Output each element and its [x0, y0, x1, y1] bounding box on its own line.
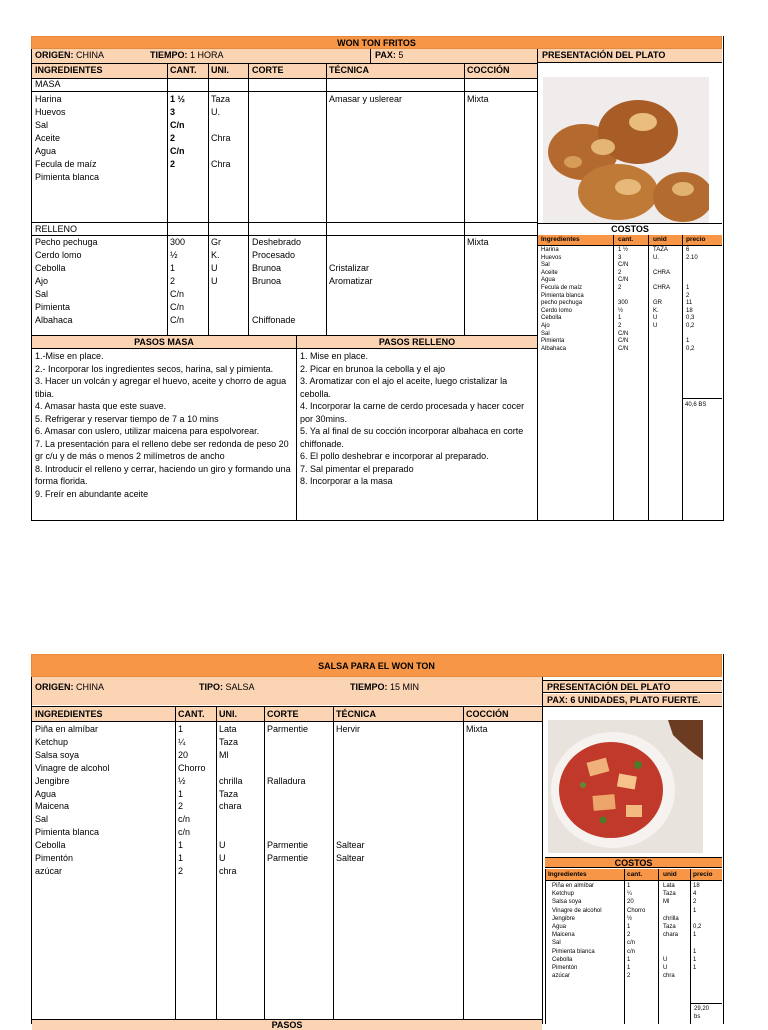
cell-salsa-body-10-2: U: [219, 853, 226, 863]
cell-costos1-body-1-0: Huevos: [541, 254, 562, 261]
cell-costos1-body-7-3: 11: [686, 300, 693, 307]
cell-salsa-body-0-0: Piña en almíbar: [35, 724, 99, 734]
cell-costos2-body-8-3: 1: [693, 948, 697, 955]
masa-label: MASA: [35, 79, 61, 89]
cell-masa-body-0-1: 1 ½: [170, 94, 186, 104]
costos-header-cant: cant.: [618, 236, 634, 243]
cell-costos1-body-12-3: 1: [686, 338, 690, 345]
cell-masa-body-1-1: 3: [170, 107, 176, 117]
origen-label-salsa: ORIGEN:: [35, 682, 74, 692]
cell-costos2-body-7-1: c/n: [627, 940, 636, 947]
cell-salsa-body-6-0: Maicena: [35, 801, 70, 812]
cell-costos1-body-8-1: ½: [618, 307, 624, 314]
tiempo-label-salsa: TIEMPO:: [350, 682, 388, 692]
cell-salsa-body-7-1: c/n: [178, 814, 191, 825]
cell-salsa-body-4-3: Ralladura: [267, 775, 306, 786]
cell-salsa-body-3-0: Vinagre de alcohol: [35, 762, 110, 773]
cell-costos1-body-9-2: U: [653, 315, 658, 322]
cell-costos2-body-2-3: 2: [693, 899, 697, 906]
cell-relleno-body-1-2: K.: [211, 250, 220, 260]
cell-costos2-body-0-3: 18: [693, 883, 700, 889]
cell-costos2-body-9-1: 1: [627, 956, 631, 963]
cell-costos2-body-9-2: U: [663, 956, 668, 963]
cell-masa-body-0-0: Harina: [35, 94, 62, 104]
header-coccion-salsa: COCCIÓN: [466, 709, 509, 719]
cell-costos1-body-4-1: C/N: [618, 277, 629, 284]
pax-value: 5: [398, 50, 404, 60]
salsa-bowl-image: [548, 720, 703, 853]
cell-costos2-body-8-1: c/n: [627, 948, 636, 955]
dish-photo-wonton: [543, 77, 709, 223]
header-tecnica: TÉCNICA: [329, 65, 369, 75]
cell-costos2-body-5-2: Taza: [663, 924, 676, 930]
cell-costos1-body-8-0: Cerdo lomo: [541, 307, 573, 314]
cell-costos2-body-3-1: Chorro: [627, 907, 646, 914]
ingredients-header: [32, 64, 537, 79]
recipe-title: WON TON FRITOS: [31, 36, 722, 49]
cell-masa-body-5-2: Chra: [211, 159, 231, 169]
cell-salsa-body-5-2: Taza: [219, 788, 239, 799]
recipe-title-salsa: SALSA PARA EL WON TON: [31, 654, 722, 677]
cell-costos1-body-1-2: U.: [653, 254, 659, 261]
cell-costos2-body-10-1: 1: [627, 965, 631, 971]
cell-salsa-body-1-1: ¼: [178, 736, 186, 747]
cell-costos1-body-8-3: 18: [686, 307, 693, 314]
cell-costos2-body-6-3: 1: [693, 932, 697, 939]
cell-costos2-body-10-3: 1: [693, 965, 697, 971]
cell-relleno-body-2-2: U: [211, 263, 218, 273]
cell-salsa-body-9-4: Saltear: [336, 840, 365, 851]
cell-relleno-body-0-0: Pecho pechuga: [35, 237, 98, 247]
pasos-masa-list: [35, 350, 293, 500]
cell-costos1-body-10-1: 2: [618, 323, 622, 329]
step-item: 6. Amasar con uslero, utilizar maicena para espolvorear.: [35, 426, 260, 436]
cell-salsa-body-6-1: 2: [178, 801, 184, 812]
cell-costos2-body-3-0: Vinagre de alcohol: [552, 907, 602, 914]
cell-masa-body-5-1: 2: [170, 159, 176, 169]
cell-salsa-body-3-1: Chorro: [178, 762, 206, 773]
costos-total: 40,6 BS: [685, 402, 707, 408]
cell-costos2-body-7-0: Sal: [552, 940, 561, 947]
cell-masa-body-0-2: Taza: [211, 94, 231, 104]
cell-costos2-body-1-2: Taza: [663, 891, 676, 898]
tiempo-label: TIEMPO:: [150, 50, 188, 60]
cell-salsa-body-1-0: Ketchup: [35, 736, 69, 747]
cell-salsa-body-9-0: Cebolla: [35, 840, 66, 851]
cell-salsa-body-0-3: Parmentie: [267, 724, 309, 734]
step-item: 2. Picar en brunoa la cebolla y el ajo: [300, 363, 446, 374]
cell-costos1-body-1-1: 3: [618, 254, 622, 261]
cell-salsa-body-10-0: Pimentón: [35, 853, 74, 863]
cell-costos1-body-2-0: Sal: [541, 262, 550, 269]
cell-relleno-body-0-2: Gr: [211, 237, 221, 247]
cell-salsa-body-0-1: 1: [178, 724, 184, 734]
cell-relleno-body-3-1: 2: [170, 276, 176, 286]
cell-relleno-body-3-3: Brunoa: [252, 276, 282, 286]
cell-masa-body-3-2: Chra: [211, 133, 231, 143]
cell-masa-body-4-1: C/n: [170, 146, 185, 156]
cell-costos1-body-7-2: GR: [653, 300, 662, 307]
step-item: 9. Freír en abundante aceite: [35, 488, 149, 499]
cell-salsa-body-4-2: chrilla: [219, 775, 243, 786]
pasos-relleno-title: PASOS RELLENO: [297, 336, 537, 349]
header-tecnica-salsa: TÉCNICA: [336, 709, 376, 719]
cell-costos1-body-9-3: 0,3: [686, 315, 695, 322]
cell-salsa-body-2-1: 20: [178, 749, 189, 760]
cell-salsa-body-5-1: 1: [178, 788, 184, 799]
cell-relleno-body-6-3: Chiffonade: [252, 315, 296, 325]
cell-relleno-body-0-3: Deshebrado: [252, 237, 302, 247]
cell-costos2-body-1-1: ¼: [627, 891, 633, 898]
cell-masa-body-0-4: Amasar y uslerear: [329, 94, 403, 104]
cell-salsa-body-0-5: Mixta: [466, 724, 488, 734]
cell-costos1-body-8-2: K.: [653, 307, 659, 314]
cell-costos2-body-1-3: 4: [693, 891, 697, 898]
costos-header-salsa: [545, 869, 722, 881]
pasos-title-salsa: PASOS: [32, 1019, 542, 1030]
cell-costos2-body-11-2: chra: [663, 973, 675, 980]
cell-salsa-body-9-3: Parmentie: [267, 840, 309, 851]
pasos-masa-title: PASOS MASA: [32, 336, 296, 349]
step-item: 5. Refrigerar y reservar tiempo de 7 a 10 mins: [35, 413, 219, 424]
costos-header-ingredientes: Ingredientes: [541, 236, 580, 243]
header-cant-salsa: CANT.: [178, 709, 205, 719]
step-item: 1. Mise en place.: [300, 351, 369, 361]
salsa-table: [32, 723, 542, 883]
cell-salsa-body-7-0: Sal: [35, 814, 49, 825]
cell-costos2-body-6-1: 2: [627, 932, 631, 939]
cell-costos1-body-13-1: C/N: [618, 345, 629, 352]
cell-costos1-body-2-1: C/N: [618, 262, 629, 269]
step-item: 4. Incorporar la carne de cerdo procesada y hacer cocer por 30mins.: [300, 401, 525, 424]
cell-costos2-body-4-2: chrilla: [663, 915, 679, 922]
cell-costos1-body-7-0: pecho pechuga: [541, 300, 583, 307]
cell-costos2-body-0-2: Lata: [663, 883, 675, 889]
header-uni-salsa: UNI.: [219, 709, 237, 719]
cell-relleno-body-1-1: ½: [170, 250, 178, 260]
ingredients-header-salsa: [32, 707, 542, 722]
costos-table: [538, 247, 722, 377]
pasos-relleno-list: [300, 350, 534, 488]
costos-header-precio-salsa: precio: [693, 871, 713, 878]
costos-header-unid-salsa: unid: [663, 871, 677, 878]
tipo-value: SALSA: [225, 682, 255, 692]
cell-costos2-body-9-3: 1: [693, 956, 697, 963]
cell-costos2-body-11-1: 2: [627, 973, 631, 980]
cell-costos1-body-10-2: U: [653, 323, 658, 329]
cell-costos1-body-12-1: C/N: [618, 338, 629, 345]
cell-masa-body-2-1: C/n: [170, 120, 185, 130]
costos-title-salsa: COSTOS: [545, 857, 722, 868]
recipe-sheet-salsa: [31, 654, 724, 1030]
cell-masa-body-2-0: Sal: [35, 120, 49, 130]
cell-salsa-body-4-0: Jengibre: [35, 775, 70, 786]
presentacion-label: PRESENTACIÓN DEL PLATO: [538, 49, 722, 63]
step-item: 7. La presentación para el relleno debe ser redonda de peso 20 gr c/u y de más o menos 2 milímetros de ancho: [35, 438, 289, 461]
cell-costos1-body-5-0: Fecula de maíz: [541, 285, 583, 291]
presentacion-label-salsa: PRESENTACIÓN DEL PLATO: [543, 680, 722, 693]
origen-value: CHINA: [76, 50, 105, 60]
step-item: 5. Ya al final de su cocción incorporar albahaca en corte chiffonade.: [300, 426, 524, 449]
cell-costos1-body-6-3: 2: [686, 292, 690, 299]
cell-relleno-body-4-1: C/n: [170, 289, 185, 299]
cell-salsa-body-9-1: 1: [178, 840, 184, 851]
cell-salsa-body-8-1: c/n: [178, 827, 191, 838]
cell-masa-body-6-0: Pimienta blanca: [35, 172, 100, 182]
tipo-label: TIPO:: [199, 682, 223, 692]
cell-salsa-body-10-3: Parmentie: [267, 853, 309, 863]
origen-value-salsa: CHINA: [76, 682, 105, 692]
cell-relleno-body-2-3: Brunoa: [252, 263, 282, 273]
step-item: 8. Introducir el relleno y cerrar, haciendo un giro y formando una forma florida.: [35, 463, 291, 486]
cell-costos1-body-4-0: Agua: [541, 277, 556, 284]
masa-table: [32, 93, 537, 221]
costos-header-precio: precio: [686, 236, 706, 243]
step-item: 3. Aromatizar con el ajo el aceite, luego cristalizar la cebolla.: [300, 376, 508, 399]
cell-costos1-body-5-1: 2: [618, 285, 622, 291]
cell-costos1-body-0-0: Harina: [541, 247, 559, 253]
step-item: 6. El pollo deshebrar e incorporar al preparado.: [300, 451, 489, 461]
cell-costos1-body-1-3: 2.10: [686, 254, 698, 261]
step-item: 7. Sal pimentar el preparado: [300, 463, 414, 474]
cell-salsa-body-5-0: Agua: [35, 788, 57, 799]
cell-relleno-body-1-0: Cerdo lomo: [35, 250, 82, 260]
cell-salsa-body-9-2: U: [219, 840, 226, 851]
cell-relleno-body-4-0: Sal: [35, 289, 49, 299]
step-item: 1.-Mise en place.: [35, 351, 104, 361]
cell-costos1-body-10-3: 0,2: [686, 323, 695, 329]
step-item: 8. Incorporar a la masa: [300, 476, 393, 486]
cell-salsa-body-6-2: chara: [219, 801, 242, 812]
cell-masa-body-4-0: Agua: [35, 146, 57, 156]
step-item: 2.- Incorporar los ingredientes secos, harina, sal y pimienta.: [35, 363, 274, 374]
cell-relleno-body-3-0: Ajo: [35, 276, 49, 286]
relleno-table: [32, 236, 537, 336]
cell-salsa-body-4-1: ½: [178, 775, 186, 786]
cell-costos1-body-9-1: 1: [618, 315, 622, 322]
cell-relleno-body-6-0: Albahaca: [35, 315, 73, 325]
costos-header-ingredientes-salsa: Ingredientes: [548, 871, 587, 878]
info-row-salsa: [32, 677, 542, 705]
cell-costos1-body-5-2: CHRA: [653, 285, 671, 291]
cell-relleno-body-3-4: Aromatizar: [329, 276, 373, 286]
cell-salsa-body-0-2: Lata: [219, 724, 237, 734]
cell-costos1-body-11-1: C/N: [618, 330, 629, 337]
header-corte: CORTE: [252, 65, 284, 75]
pax-line: PAX: 6 UNIDADES, PLATO FUERTE.: [543, 694, 722, 707]
cell-costos2-body-0-0: Piña en almíbar: [552, 883, 595, 889]
origen-label: ORIGEN:: [35, 50, 74, 60]
info-row: [32, 49, 537, 64]
cell-costos1-body-11-0: Sal: [541, 330, 550, 337]
cell-costos2-body-6-2: chara: [663, 932, 679, 939]
step-item: 3. Hacer un volcán y agregar el huevo, aceite y chorro de agua tibia.: [35, 376, 287, 399]
cell-salsa-body-11-0: azúcar: [35, 865, 63, 876]
cell-relleno-body-2-1: 1: [170, 263, 176, 273]
cell-costos2-body-4-0: Jengibre: [552, 915, 576, 922]
cell-costos2-body-5-1: 1: [627, 924, 631, 930]
cell-salsa-body-1-2: Taza: [219, 736, 239, 747]
cell-relleno-body-2-0: Cebolla: [35, 263, 66, 273]
cell-costos2-body-9-0: Cebolla: [552, 956, 573, 963]
cell-relleno-body-5-1: C/n: [170, 302, 185, 312]
cell-relleno-body-0-5: Mixta: [467, 237, 489, 247]
header-ingredientes-salsa: INGREDIENTES: [35, 709, 103, 719]
cell-costos2-body-10-2: U: [663, 965, 668, 971]
pax-label: PAX:: [375, 50, 396, 60]
cell-masa-body-0-5: Mixta: [467, 94, 489, 104]
cell-costos2-body-1-0: Ketchup: [552, 891, 575, 898]
cell-salsa-body-2-2: Ml: [219, 749, 229, 760]
cell-salsa-body-10-4: Saltear: [336, 853, 365, 863]
cell-costos2-body-2-2: Ml: [663, 899, 670, 906]
tiempo-value: 1 HORA: [190, 50, 224, 60]
cell-costos1-body-7-1: 300: [618, 300, 629, 307]
cell-costos1-body-10-0: Ajo: [541, 323, 550, 329]
costos-total-unit-salsa: bs: [694, 1014, 701, 1020]
cell-costos1-body-0-1: 1 ½: [618, 247, 629, 253]
cell-relleno-body-3-2: U: [211, 276, 218, 286]
cell-costos1-body-3-0: Aceite: [541, 269, 558, 276]
relleno-label: RELLENO: [35, 224, 78, 234]
costos-header-cant-salsa: cant.: [627, 871, 643, 878]
cell-salsa-body-2-0: Salsa soya: [35, 749, 80, 760]
cell-costos2-body-0-1: 1: [627, 883, 631, 889]
cell-costos1-body-3-2: CHRA: [653, 269, 671, 276]
costos-header-unid: unid: [653, 236, 667, 243]
cell-costos2-body-3-3: 1: [693, 907, 697, 914]
cell-masa-body-3-0: Aceite: [35, 133, 61, 143]
cell-masa-body-5-0: Fecula de maíz: [35, 159, 97, 169]
cell-masa-body-3-1: 2: [170, 133, 176, 143]
cell-relleno-body-2-4: Cristalizar: [329, 263, 370, 273]
cell-salsa-body-0-4: Hervir: [336, 724, 360, 734]
costos-table-salsa: [545, 882, 722, 997]
cell-costos2-body-2-1: 20: [627, 899, 634, 906]
cell-masa-body-1-0: Huevos: [35, 107, 66, 117]
dish-photo-salsa: [548, 720, 703, 853]
cell-costos1-body-9-0: Cebolla: [541, 315, 562, 322]
cell-costos2-body-10-0: Pimentón: [552, 965, 578, 971]
cell-relleno-body-1-3: Procesado: [252, 250, 296, 260]
cell-costos2-body-4-1: ½: [627, 915, 633, 922]
cell-costos2-body-8-0: Pimienta blanca: [552, 948, 595, 955]
cell-relleno-body-0-1: 300: [170, 237, 186, 247]
cell-salsa-body-11-2: chra: [219, 865, 237, 876]
cell-costos1-body-13-3: 0,2: [686, 345, 695, 352]
tiempo-value-salsa: 15 MIN: [390, 682, 420, 692]
costos-total-salsa: 29,20: [694, 1006, 710, 1012]
cell-salsa-body-11-1: 2: [178, 865, 184, 876]
header-corte-salsa: CORTE: [267, 709, 299, 719]
cell-costos2-body-5-3: 0,2: [693, 924, 702, 930]
costos-header: [538, 235, 722, 246]
cell-costos1-body-12-0: Pimienta: [541, 338, 565, 345]
cell-costos1-body-5-3: 1: [686, 285, 690, 291]
header-coccion: COCCIÓN: [467, 65, 510, 75]
cell-salsa-body-8-0: Pimienta blanca: [35, 827, 100, 838]
cell-costos1-body-6-0: Pimienta blanca: [541, 292, 584, 299]
header-uni: UNI.: [211, 65, 229, 75]
cell-costos1-body-0-3: 6: [686, 247, 690, 253]
cell-relleno-body-5-0: Pimienta: [35, 302, 71, 312]
cell-costos1-body-0-2: TAZA: [653, 247, 668, 253]
recipe-sheet-won-ton: [31, 36, 724, 521]
header-cant: CANT.: [170, 65, 197, 75]
cell-costos2-body-2-0: Salsa soya: [552, 899, 582, 906]
cell-costos1-body-3-1: 2: [618, 269, 622, 276]
cell-masa-body-1-2: U.: [211, 107, 220, 117]
header-ingredientes: INGREDIENTES: [35, 65, 103, 75]
costos-title: COSTOS: [538, 223, 722, 236]
fried-wonton-image: [543, 77, 709, 223]
cell-costos1-body-13-0: Albahaca: [541, 345, 567, 352]
step-item: 4. Amasar hasta que este suave.: [35, 401, 167, 411]
cell-salsa-body-10-1: 1: [178, 853, 184, 863]
cell-costos2-body-6-0: Maicena: [552, 932, 575, 939]
cell-costos2-body-5-0: Agua: [552, 924, 567, 930]
cell-costos2-body-11-0: azúcar: [552, 973, 571, 980]
cell-relleno-body-6-1: C/n: [170, 315, 185, 325]
